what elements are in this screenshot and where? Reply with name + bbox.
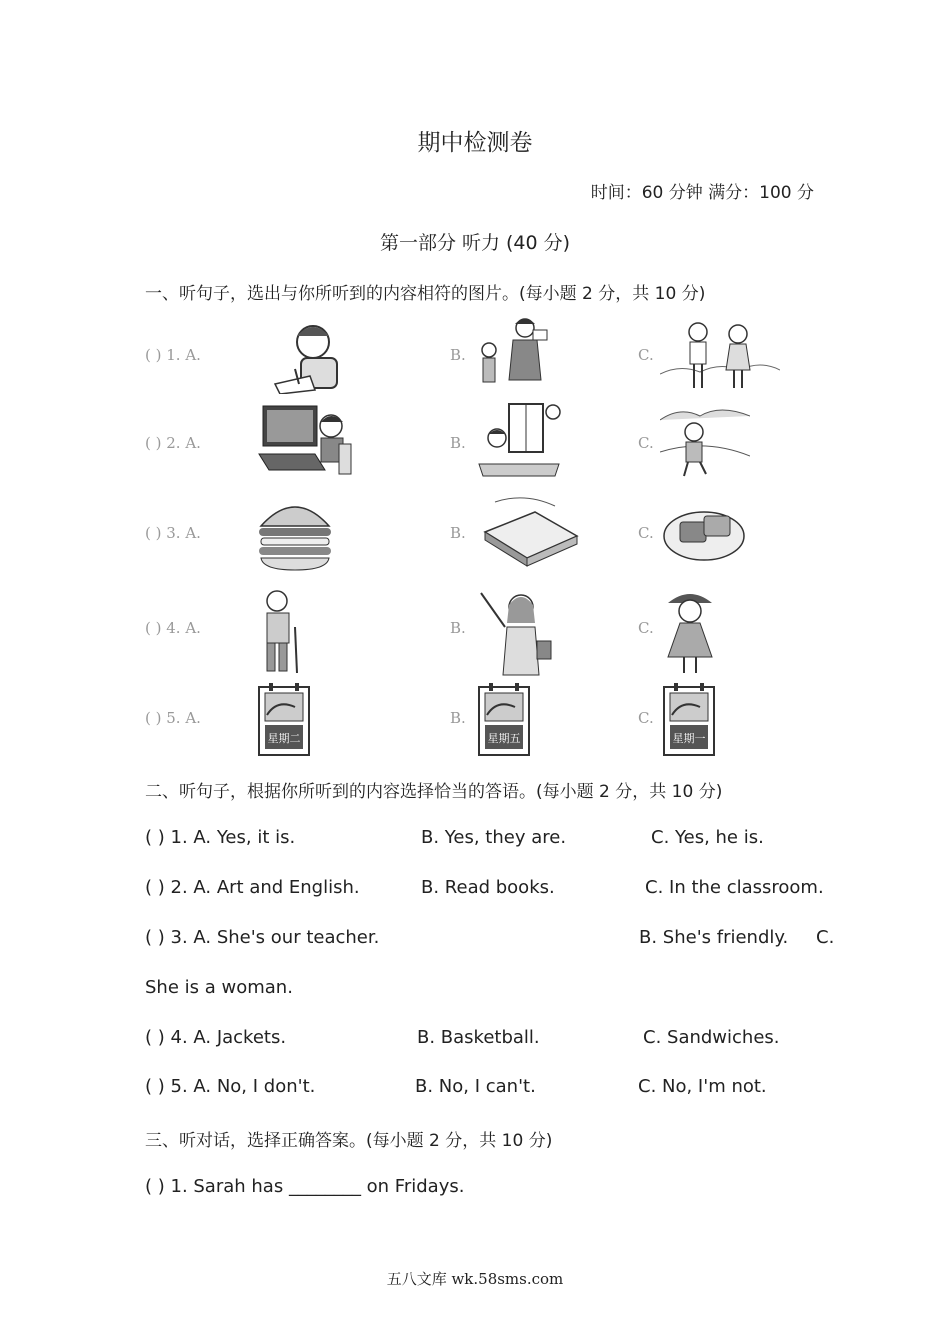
hamburger-icon bbox=[255, 492, 335, 576]
bread-plate-icon bbox=[660, 492, 750, 576]
question-3-1: ( ) 1. Sarah has ________ on Fridays. bbox=[145, 1176, 465, 1197]
option-label-c: C. bbox=[638, 709, 654, 727]
question-label: ( ) 2. A. bbox=[145, 434, 201, 452]
boy-computer-icon bbox=[255, 402, 355, 486]
option-2-1-c: C. Yes, he is. bbox=[651, 827, 764, 848]
option-label-c: C. bbox=[638, 619, 654, 637]
sandwich-icon bbox=[475, 492, 585, 576]
option-2-3-c: C. bbox=[816, 927, 835, 948]
option-2-2-c: C. In the classroom. bbox=[645, 877, 824, 898]
option-2-2-b: B. Read books. bbox=[421, 877, 555, 898]
question-2-3: ( ) 3. A. She's our teacher. bbox=[145, 927, 380, 948]
exam-meta: 时间：60 分钟 满分：100 分 bbox=[590, 183, 814, 203]
option-label-b: B. bbox=[450, 524, 466, 542]
option-label-b: B. bbox=[450, 709, 466, 727]
question-2-4: ( ) 4. A. Jackets. bbox=[145, 1027, 287, 1048]
section2-heading: 二、听句子，根据你所听到的内容选择恰当的答语。(每小题 2 分，共 10 分) bbox=[145, 782, 723, 802]
question-2-1: ( ) 1. A. Yes, it is. bbox=[145, 827, 296, 848]
question-2-5: ( ) 5. A. No, I don't. bbox=[145, 1076, 316, 1097]
question-label: ( ) 3. A. bbox=[145, 524, 201, 542]
child-park-icon bbox=[660, 402, 750, 486]
picture-question-row bbox=[0, 585, 950, 675]
picture-question-row bbox=[0, 490, 950, 580]
option-label-c: C. bbox=[638, 434, 654, 452]
boy-writing-icon bbox=[255, 314, 355, 398]
question-label: ( ) 4. A. bbox=[145, 619, 201, 637]
option-label-c: C. bbox=[638, 524, 654, 542]
question-2-2: ( ) 2. A. Art and English. bbox=[145, 877, 360, 898]
question-label: ( ) 5. A. bbox=[145, 709, 201, 727]
option-label-c: C. bbox=[638, 346, 654, 364]
picture-question-row bbox=[0, 400, 950, 490]
option-2-3-c-text: She is a woman. bbox=[145, 977, 293, 998]
svg-text:星期五: 星期五 bbox=[487, 732, 521, 745]
option-2-5-b: B. No, I can't. bbox=[415, 1076, 536, 1097]
option-2-1-b: B. Yes, they are. bbox=[421, 827, 567, 848]
svg-text:星期一: 星期一 bbox=[672, 732, 706, 745]
part-heading: 第一部分 听力 (40 分) bbox=[379, 232, 571, 254]
old-man-icon bbox=[255, 587, 315, 681]
girl-desk-icon bbox=[475, 402, 565, 486]
question-label: ( ) 1. A. bbox=[145, 346, 201, 364]
option-2-4-b: B. Basketball. bbox=[417, 1027, 540, 1048]
section3-heading: 三、听对话，选择正确答案。(每小题 2 分，共 10 分) bbox=[145, 1131, 553, 1151]
option-label-b: B. bbox=[450, 346, 466, 364]
option-label-b: B. bbox=[450, 434, 466, 452]
section1-heading: 一、听句子，选出与你所听到的内容相符的图片。(每小题 2 分，共 10 分) bbox=[145, 284, 706, 304]
page-title: 期中检测卷 bbox=[417, 130, 533, 156]
option-2-5-c: C. No, I'm not. bbox=[638, 1076, 767, 1097]
footer-watermark: 五八文库 wk.58sms.com bbox=[386, 1270, 564, 1288]
calendar-icon bbox=[475, 681, 535, 763]
option-2-3-b: B. She's friendly. bbox=[639, 927, 789, 948]
calendar-icon bbox=[255, 681, 315, 763]
picture-question-row bbox=[0, 312, 950, 402]
mother-and-child-icon bbox=[475, 314, 565, 398]
boy-and-girl-icon bbox=[660, 314, 780, 398]
svg-text:星期二: 星期二 bbox=[267, 732, 301, 745]
picture-question-row bbox=[0, 675, 950, 765]
option-label-b: B. bbox=[450, 619, 466, 637]
teacher-icon bbox=[475, 587, 565, 681]
option-2-4-c: C. Sandwiches. bbox=[643, 1027, 780, 1048]
calendar-icon bbox=[660, 681, 720, 763]
girl-dress-icon bbox=[660, 587, 720, 681]
